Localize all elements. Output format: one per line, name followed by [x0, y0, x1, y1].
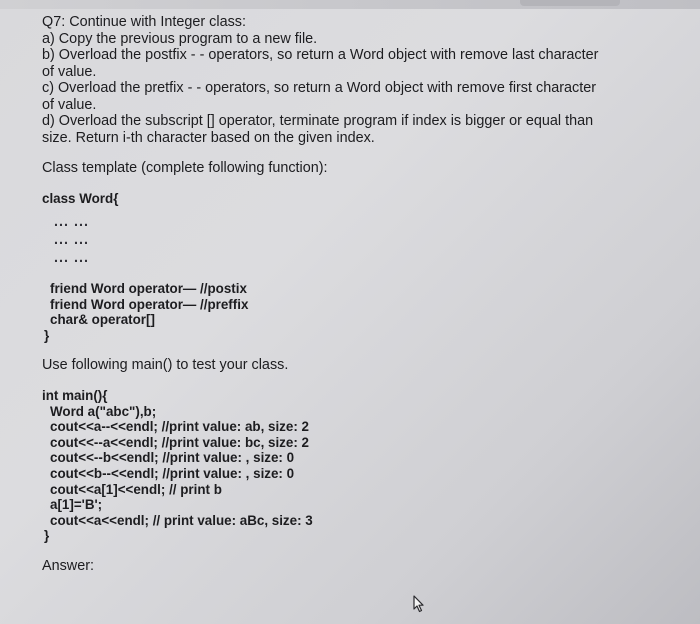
main-code-line: cout<<--b<<endl; //print value: , size: 0: [50, 450, 295, 466]
class-declaration: class Word{: [42, 190, 119, 206]
main-code-line: cout<<--a<<endl; //print value: bc, size: 2: [50, 434, 309, 450]
main-closing-brace: }: [44, 528, 50, 544]
answer-label: Answer:: [42, 557, 94, 574]
placeholder-dots-3: ... ...: [54, 250, 89, 267]
subscript-operator-line: char& operator[]: [50, 312, 155, 328]
class-closing-brace: }: [44, 327, 50, 343]
question-title: Q7: Continue with Integer class:: [42, 14, 246, 30]
main-code-line: Word a("abc"),b;: [50, 403, 157, 419]
main-heading: Use following main() to test your class.: [42, 357, 289, 374]
item-d-line1: d) Overload the subscript [] operator, terminate program if index is bigger or equal than: [42, 113, 594, 129]
main-code-line: cout<<a[1]<<endl; // print b: [50, 481, 222, 497]
question-document: [42, 14, 602, 574]
main-code-line: int main(){: [42, 387, 108, 403]
main-code-line: cout<<a--<<endl; //print value: ab, size: 2: [50, 419, 309, 435]
placeholder-dots-1: ... ...: [54, 214, 89, 231]
item-a: a) Copy the previous program to a new file.: [42, 30, 318, 47]
main-code-line: a[1]='B';: [50, 497, 103, 513]
mouse-pointer-icon: [408, 593, 430, 615]
template-heading: Class template (complete following function):: [42, 160, 328, 176]
top-edge-widget: [520, 0, 620, 6]
item-b-line1: b) Overload the postfix - - operators, so return a Word object with remove last character: [42, 47, 599, 63]
main-code-line: cout<<a<<endl; // print value: aBc, size: 3: [50, 512, 313, 528]
item-b-line2: of value.: [42, 63, 97, 80]
item-d-line2: size. Return i-th character based on the given index.: [42, 129, 375, 146]
postfix-operator-line: friend Word operator— //postix: [50, 281, 247, 297]
main-code-line: cout<<b--<<endl; //print value: , size: 0: [50, 465, 295, 481]
placeholder-dots-2: ... ...: [54, 232, 89, 249]
item-c-line2: of value.: [42, 96, 97, 113]
item-c-line1: c) Overload the pretfix - - operators, so return a Word object with remove first character: [42, 80, 596, 96]
prefix-operator-line: friend Word operator— //preffix: [50, 296, 249, 312]
